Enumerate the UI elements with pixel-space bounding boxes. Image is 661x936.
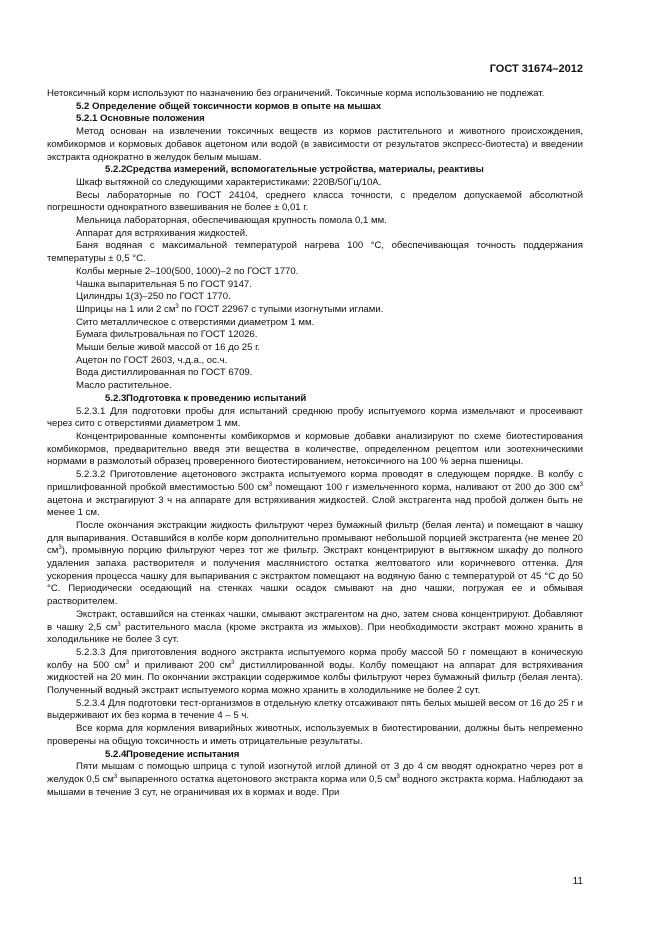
text-run: После окончания экстракции жидкость фильтруют через бумажный фильтр (белая лента) и помещают в чашку для выпаривания. Оставшийся в колбе корм дополнительно промывают небольшой порцией экстрагента (не менее 20 см [47,519,583,557]
section-heading-5-2-1: 5.2.1 Основные положения [76,113,205,125]
text-run: ), промывную порцию фильтруют через тот же фильтр. Экстракт концентрируют в вытяжном шкафу до полного удаления запаха растворителя и получения маслянистого остатка желтоватого или коричневого оттенка. Для ускорения процесса чашку для выпаривания с экстрактом помещают на водяную баню с температурой от 45 °С до 50 °С. Периодически оседающий на стенках чашки осадок смывают на дно чашки, погружая ее и обмывая растворителем. [47,545,583,608]
paragraph [47,609,583,647]
section-number: 5.2.4 [105,748,127,760]
equipment-item: Мыши белые живой массой от 16 до 25 г. [76,342,261,354]
text-run: 5.2.3.3 Для приготовления водного экстракта испытуемого корма пробу массой 50 г помещают в коническую колбу на 500 см [47,646,583,671]
paragraph: Метод основан на извлечении токсичных веществ из кормов растительного и животного происхождения, комбикормов и кормовых добавок ацетоном или водой (в зависимости от результатов экспресс-биотеста) и введении экстракта однократно в желудок белым мышам. [47,126,583,163]
superscript: 3 [117,621,121,628]
section-number: 5.2.2 [105,164,127,176]
equipment-item: Цилиндры 1(3)–250 по ГОСТ 1770. [76,291,231,303]
paragraph [47,469,583,520]
text-run: помещают 100 г измельченного корма, наливают от 200 до 300 см [272,481,580,493]
equipment-item [47,304,583,317]
superscript: 3 [579,481,583,488]
paragraph [47,647,583,698]
section-title: Проведение испытания [126,748,240,760]
text-run: Шприцы на 1 или 2 см [76,303,176,315]
paragraph: Концентрированные компоненты комбикормов и кормовые добавки анализируют по схеме биотестирования комбикормов, предварительно введя эти вещества в количестве, определенном рецептом или зоотехническими нормами в размолотый образец проверенного биотестированием, нетоксичного на 100 % зерна пшеницы. [47,430,583,468]
paragraph [47,520,583,609]
superscript: 3 [175,303,179,310]
page-number: 11 [572,876,583,887]
section-heading-5-2-4 [47,749,583,762]
equipment-item: Бумага фильтровальная по ГОСТ 12026. [76,329,258,341]
equipment-item: Мельница лабораторная, обеспечивающая крупность помола 0,1 мм. [76,215,387,227]
equipment-item: Весы лабораторные по ГОСТ 24104, среднего класса точности, с пределом допускаемой абсолютной погрешности однократного взвешивания не более ± 0,01 г. [47,189,583,214]
text-run: по ГОСТ 22967 с тупыми изогнутыми иглами. [178,303,384,315]
section-number: 5.2.3 [105,392,127,404]
text-run: Пяти мышам с помощью шприца с тупой изогнутой иглой длиной от 3 до 4 см вводят однократно через рот в желудок 0,5 см [47,761,583,785]
equipment-item: Колбы мерные 2–100(500, 1000)–2 по ГОСТ 1770. [76,265,299,277]
page-body [47,88,583,799]
equipment-item: Сито металлическое с отверстиями диаметром 1 мм. [76,316,315,328]
superscript: 3 [113,773,118,780]
paragraph: 5.2.3.4 Для подготовки тест-организмов в отдельную клетку отсаживают пять белых мышей весом от 16 до 25 г и выдерживают их без корма в течение 4 – 5 ч. [47,697,583,722]
text-run: дистиллированной воды. Колбу помещают на аппарат для встряхивания жидкостей на 20 мин. По окончании экстракции содержимое колбы фильтруют через бумажный фильтр (белая лента). Полученный водный экстракт испытуемого корма можно хранить в холодильнике не более 2 сут. [47,659,583,697]
document-code: ГОСТ 31674–2012 [489,63,583,75]
text-run: водного экстракта корма. Наблюдают за мышами в течение 3 сут, не ограничивая их в кормах и воде. При [47,773,583,798]
text-run: и приливают 200 см [129,659,232,671]
equipment-item: Ацетон по ГОСТ 2603, ч.д.а., ос.ч. [76,354,228,366]
superscript: 3 [231,659,235,666]
equipment-item: Масло растительное. [76,380,172,392]
paragraph: Нетоксичный корм используют по назначению без ограничений. Токсичные корма использованию не подлежат. [47,88,545,99]
equipment-item: Аппарат для встряхивания жидкостей. [76,227,248,239]
text-run: 5.2.3.2 Приготовление ацетонового экстракта испытуемого корма проводят в следующем порядке. В колбу с пришлифованной пробкой вместимостью 500 см [47,469,583,493]
paragraph: 5.2.3.1 Для подготовки пробы для испытаний среднюю пробу испытуемого корма измельчают и просеивают через сито с отверстиями диаметром 1 мм. [47,405,583,430]
superscript: 3 [396,773,400,780]
section-title: Средства измерений, вспомогательные устройства, материалы, реактивы [126,164,484,176]
paragraph [47,761,583,799]
section-heading-5-2: 5.2 Определение общей токсичности кормов в опыте на мышах [76,100,382,112]
equipment-item: Чашка выпарительная 5 по ГОСТ 9147. [76,278,252,290]
superscript: 3 [268,481,273,488]
text-run: ацетона и экстрагируют 3 ч на аппарате для встряхивания жидкостей. Слой экстрагента над пробой должен быть не менее 1 см. [47,494,583,519]
text-run: выпаренного остатка ацетонового экстракта корма или 0,5 см [117,773,397,785]
superscript: 3 [125,659,130,666]
equipment-item: Шкаф вытяжной со следующими характеристиками: 220В/50Гц/10А. [76,176,382,188]
section-heading-5-2-2 [47,164,583,177]
text-run: растительного масла (кроме экстракта из жмыхов). При необходимости экстракт можно хранить в холодильнике не более 3 сут. [47,621,583,646]
equipment-item: Баня водяная с максимальной температурой нагрева 100 °С, обеспечивающая точность поддержания температуры ± 0,5 °С. [47,240,583,265]
section-title: Подготовка к проведению испытаний [126,392,307,404]
section-heading-5-2-3 [47,393,583,406]
superscript: 3 [58,545,62,552]
paragraph: Все корма для кормления виварийных животных, используемых в биотестировании, должны быть непременно проверены на общую токсичность и иметь отрицательные результаты. [47,723,583,747]
text-run: Экстракт, оставшийся на стенках чашки, смывают экстрагентом на дно, затем снова концентрируют. Добавляют в чашку 2,5 см [47,608,583,633]
equipment-item: Вода дистиллированная по ГОСТ 6709. [76,367,253,379]
